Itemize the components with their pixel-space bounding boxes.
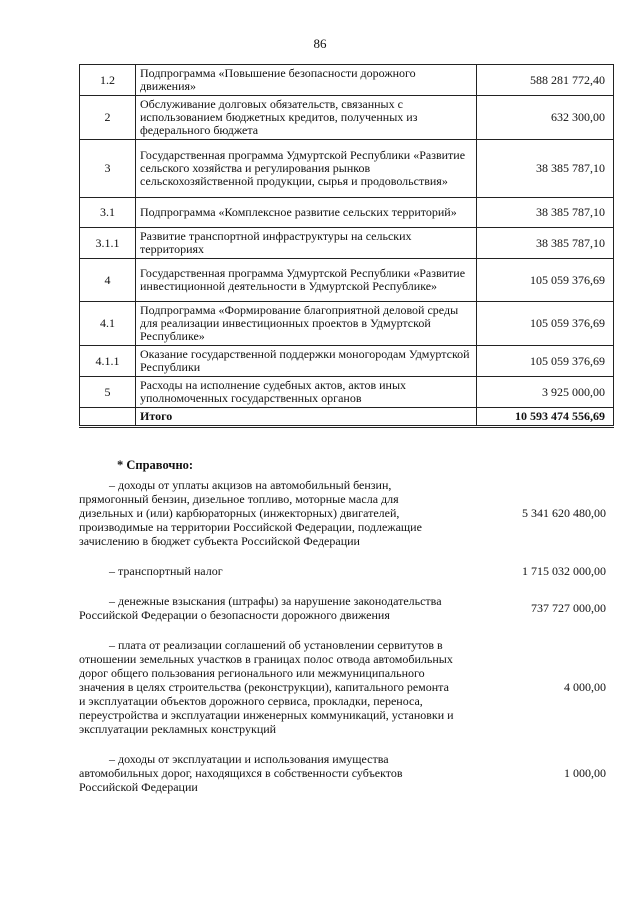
table-row <box>80 377 614 408</box>
table-row <box>80 259 614 302</box>
row-amount: 105 059 376,69 <box>477 259 614 302</box>
reference-item-amount: 737 727 000,00 <box>531 601 606 615</box>
row-amount: 632 300,00 <box>477 96 614 140</box>
reference-item <box>79 638 614 736</box>
page-number: 86 <box>313 36 327 51</box>
row-name: Развитие транспортной инфраструктуры на сельских территориях <box>136 228 477 259</box>
total-amount: 10 593 474 556,69 <box>477 408 614 427</box>
reference-item-amount: 5 341 620 480,00 <box>522 506 606 520</box>
reference-item <box>79 594 614 622</box>
reference-item-text: – денежные взыскания (штрафы) за нарушение законодательства Российской Федерации о безопасности дорожного движения <box>79 594 442 622</box>
table-row <box>80 302 614 346</box>
table-row <box>80 346 614 377</box>
reference-item <box>79 478 614 548</box>
row-number: 4 <box>80 259 136 302</box>
reference-heading: * Справочно: <box>117 458 194 472</box>
row-number: 4.1.1 <box>80 346 136 377</box>
row-number: 4.1 <box>80 302 136 346</box>
total-number <box>80 408 136 427</box>
row-number: 3.1.1 <box>80 228 136 259</box>
budget-table <box>79 64 614 428</box>
row-name: Оказание государственной поддержки моногородам Удмуртской Республики <box>136 346 477 377</box>
table-row <box>80 228 614 259</box>
reference-item-text: – плата от реализации соглашений об установлении сервитутов в отношении земельных участков в границах полос отвода автомобильных дорог общего пользования регионального или межмуниципального значения в целях строительства (реконструкции), капитального ремонта и эксплуатации объектов дорожного сервиса, прокладки, переноса, переустройства и эксплуатации инженерных коммуникаций, установки и эксплуатации рекламных конструкций <box>79 638 454 736</box>
reference-item-amount: 1 715 032 000,00 <box>522 564 606 578</box>
row-name: Расходы на исполнение судебных актов, актов иных уполномоченных государственных органов <box>136 377 477 408</box>
row-amount: 3 925 000,00 <box>477 377 614 408</box>
table-row <box>80 198 614 228</box>
table-row <box>80 140 614 198</box>
row-amount: 588 281 772,40 <box>477 65 614 96</box>
reference-section <box>79 458 614 810</box>
row-amount: 38 385 787,10 <box>477 140 614 198</box>
reference-item-text: – доходы от уплаты акцизов на автомобильный бензин, прямогонный бензин, дизельное топливо, моторные масла для дизельных и (или) карбюраторных (инжекторных) двигателей, производимые на территории Российской Федерации, подлежащие зачислению в бюджет субъекта Российской Федерации <box>79 478 422 548</box>
row-number: 3.1 <box>80 198 136 228</box>
reference-item <box>79 752 614 794</box>
table-row <box>80 65 614 96</box>
table-row <box>80 96 614 140</box>
row-name: Подпрограмма «Повышение безопасности дорожного движения» <box>136 65 477 96</box>
row-name: Государственная программа Удмуртской Республики «Развитие сельского хозяйства и регулирования рынков сельскохозяйственной продукции, сырья и продовольствия» <box>136 140 477 198</box>
row-name: Подпрограмма «Формирование благоприятной деловой среды для реализации инвестиционных проектов в Удмуртской Республике» <box>136 302 477 346</box>
reference-item-amount: 1 000,00 <box>564 766 606 780</box>
row-amount: 105 059 376,69 <box>477 346 614 377</box>
total-row <box>80 408 614 427</box>
row-name: Подпрограмма «Комплексное развитие сельских территорий» <box>136 198 477 228</box>
row-number: 2 <box>80 96 136 140</box>
row-name: Обслуживание долговых обязательств, связанных с использованием бюджетных кредитов, полученных из федерального бюджета <box>136 96 477 140</box>
row-amount: 38 385 787,10 <box>477 228 614 259</box>
row-amount: 38 385 787,10 <box>477 198 614 228</box>
reference-item <box>79 564 614 578</box>
reference-item-amount: 4 000,00 <box>564 680 606 694</box>
reference-item-text: – доходы от эксплуатации и использования имущества автомобильных дорог, находящихся в собственности субъектов Российской Федерации <box>79 752 403 794</box>
row-number: 1.2 <box>80 65 136 96</box>
total-label: Итого <box>136 408 477 427</box>
row-number: 3 <box>80 140 136 198</box>
row-name: Государственная программа Удмуртской Республики «Развитие инвестиционной деятельности в Удмуртской Республике» <box>136 259 477 302</box>
reference-item-text: – транспортный налог <box>109 564 223 578</box>
row-number: 5 <box>80 377 136 408</box>
row-amount: 105 059 376,69 <box>477 302 614 346</box>
